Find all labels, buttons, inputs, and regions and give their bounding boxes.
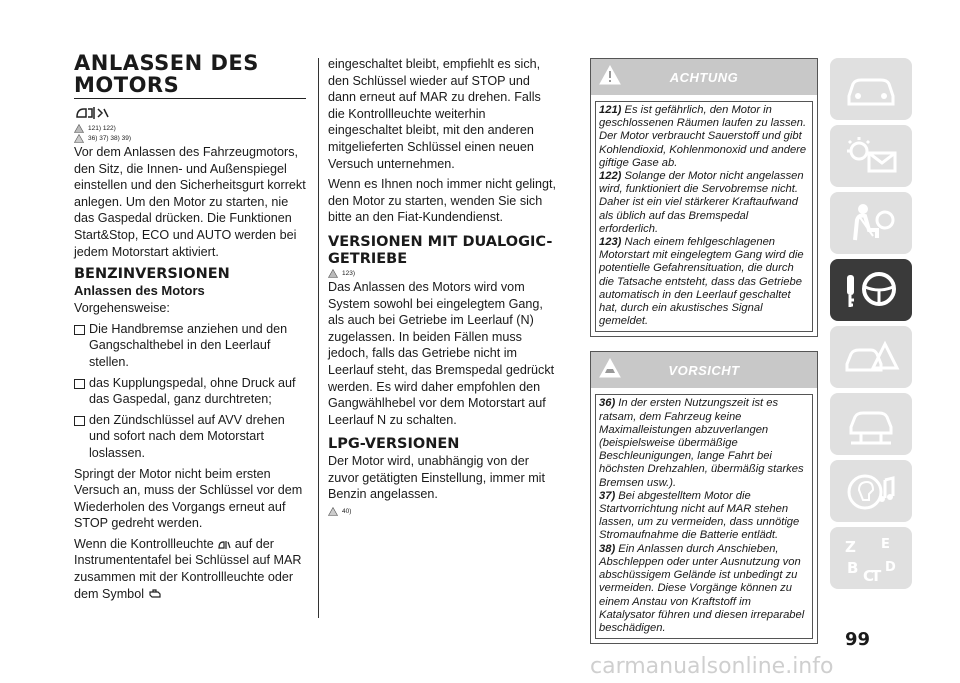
index-letter: E (881, 537, 890, 552)
achtung-item (599, 104, 809, 170)
achtung-num: 123) (599, 236, 622, 249)
refs-achtung[interactable]: 121) 122) (88, 125, 116, 132)
tab-index[interactable] (830, 527, 912, 589)
seatbelt-airbag-icon (841, 200, 901, 246)
achtung-text: Solange der Motor nicht angelassen wird, funktioniert die Servobremse nicht. Daher ist ein viel stärkerer Kraftaufwand als üblich auf das Bremspedal erforderlich. (599, 170, 804, 235)
alphabet-index-icon (841, 535, 901, 587)
intro-text: Vor dem Anlassen des Fahrzeugmotors, den Sitz, die Innen- und Außenspiegel einstellen und den Sicherheitsgurt korrekt anlegen. Um den Motor zu starten, nie das Gaspedal drücken. Die Funktionen Start&Stop, ECO und AUTO werden bei jedem Motorstart aktiviert. (74, 145, 306, 259)
vorsicht-text: Bei abgestelltem Motor die Startvorrichtung nicht auf MAR stehen lassen, um zu vermeiden, dass unnötige Stromaufnahme die Batterie entlädt. (599, 489, 800, 542)
multimedia-icon (841, 468, 901, 514)
index-letter: D (885, 560, 896, 575)
lights-envelope-icon (841, 133, 901, 179)
bullet-box-icon (74, 325, 85, 335)
warning-triangle-icon (599, 65, 621, 85)
wenn-text (74, 536, 306, 602)
column-left (74, 52, 306, 606)
vorsicht-item (599, 543, 809, 635)
vorsicht-body (595, 394, 813, 639)
warning-refs (328, 269, 560, 278)
title-block (74, 52, 306, 99)
warning-refs (74, 124, 306, 133)
col2-para-4: Der Motor wird, unabhängig von der zuvor getätigten Einstellung, immer mit Benzin angelassen. (328, 454, 545, 502)
column-divider (318, 58, 319, 618)
achtung-label: ACHTUNG (669, 69, 739, 85)
heading-lpg: LPG-VERSIONEN (328, 436, 460, 453)
achtung-item (599, 236, 809, 328)
list-item (74, 321, 306, 375)
car-lift-icon (841, 401, 901, 447)
page-number: 99 (845, 629, 871, 650)
vorsicht-item (599, 490, 809, 543)
col2-para-2: Wenn es Ihnen noch immer nicht gelingt, den Motor zu starten, wenden Sie sich bitte an den Fiat-Kundendienst. (328, 177, 556, 225)
list-item (74, 375, 306, 412)
column-middle (328, 56, 560, 517)
caution-refs (328, 507, 560, 516)
warning-triangle-icon (74, 124, 84, 133)
col2-para-1: eingeschaltet bleibt, empfiehlt es sich, den Schlüssel wieder auf STOP und dann erneut auf MAR zu drehen. Falls die Kontrollleuchte weiterhin eingeschaltet bleibt, mit den anderen mitgelieferten Schlüssel einen neuen Versuch unternehmen. (328, 57, 541, 171)
achtung-header (591, 59, 817, 95)
index-letter: C (863, 567, 875, 585)
car-icon (841, 66, 901, 112)
warning-triangle-icon (328, 269, 338, 278)
vorsicht-num: 37) (599, 489, 616, 502)
emergency-car-icon (841, 334, 901, 380)
bullet-box-icon (74, 379, 85, 389)
tab-emergency[interactable] (830, 326, 912, 388)
heading-anlassen: Anlassen des Motors (74, 283, 205, 299)
ref-123[interactable]: 123) (342, 269, 356, 277)
achtung-num: 121) (599, 104, 622, 116)
glow-plug-icon (217, 539, 231, 551)
vorsicht-text: In der ersten Nutzungszeit ist es ratsam, dem Fahrzeug keine Maximalleistungen abzuverlangen (beispielsweise übermäßige Beschleunigungen, lange Fahrt bei höchsten Drehzahlen, übermäßig starkes Bremsen usw.). (599, 397, 804, 489)
vorsicht-text: Ein Anlassen durch Anschieben, Abschleppen oder unter Ausnutzung von abschüssigem Gelände ist unbedingt zu vermeiden. Diese Vorgänge können zu einem Anstau von Kraftstoff im Katalysator führen und diesen irreparabel beschädigen. (599, 542, 805, 634)
ref-40[interactable]: 40) (342, 508, 352, 516)
tab-car-overview[interactable] (830, 58, 912, 120)
caution-car-icon (74, 134, 84, 143)
tab-safety[interactable] (830, 192, 912, 254)
column-right (590, 58, 818, 644)
heading-benzin: BENZINVERSIONEN (74, 266, 230, 283)
achtung-text: Es ist gefährlich, den Motor in geschlossenen Räumen laufen zu lassen. Der Motor verbraucht Sauerstoff und gibt Kohlendioxid, Kohlenmonoxid und andere giftige Gase ab. (599, 104, 807, 169)
list-item (74, 412, 306, 466)
vorsicht-num: 36) (599, 397, 616, 410)
achtung-item (599, 170, 809, 236)
tab-warning-lights[interactable] (830, 125, 912, 187)
page-title: ANLASSEN DES MOTORS (74, 51, 259, 97)
vorsicht-item (599, 397, 809, 489)
achtung-body (595, 101, 813, 332)
engine-icon (148, 588, 162, 600)
caution-car-icon (599, 358, 621, 378)
caution-car-icon (328, 507, 338, 516)
watermark: carmanualsonline.info (590, 654, 834, 679)
refs-vorsicht[interactable]: 36) 37) 38) 39) (88, 135, 131, 142)
vorsicht-label: VORSICHT (668, 362, 740, 378)
key-steering-wheel-icon (841, 267, 901, 313)
glow-plug-icon (74, 105, 306, 123)
vorsicht-num: 38) (599, 542, 616, 555)
wenn-text-part1: Wenn die Kontrollleuchte (74, 536, 214, 551)
wenn-text-part2: auf der Instrumententafel bei Schlüssel auf MAR zusammen mit der Kontrollleuchte oder dem Symbol (74, 536, 302, 601)
step-1: Die Handbremse anziehen und den Gangschalthebel in den Leerlauf stellen. (89, 321, 288, 369)
vorsicht-panel (590, 351, 818, 644)
achtung-num: 122) (599, 170, 622, 183)
index-letter: B (847, 559, 859, 577)
index-letter: T (871, 567, 882, 585)
heading-dualogic: VERSIONEN MIT DUALOGIC-GETRIEBE (328, 233, 553, 267)
vorgehen-text: Vorgehensweise: (74, 301, 170, 316)
vorsicht-header (591, 352, 817, 388)
tab-multimedia[interactable] (830, 460, 912, 522)
springt-text: Springt der Motor nicht beim ersten Versuch an, muss der Schlüssel vor dem Wiederholen des Vorgangs erneut auf STOP gedreht werden. (74, 466, 303, 531)
tab-starting-driving[interactable] (830, 259, 912, 321)
col2-para-3: Das Anlassen des Motors wird vom System sowohl bei eingelegtem Gang, als auch bei Getriebe im Leerlauf (N) zugelassen. In beiden Fällen muss jedoch, falls das Getriebe nicht im Leerlauf steht, das Bremspedal gedrückt werden. Es wird daher empfohlen den Gangwählhebel vor dem Motorstart auf Leerlauf N zu schalten. (328, 279, 555, 427)
achtung-text: Nach einem fehlgeschlagenen Motorstart mit eingelegtem Gang wird die potentielle Gefahrensituation, die durch die Tatsache entsteht, dass das Getriebe automatisch in den Leerlauf geschaltet hat, durch ein akustisches Signal gemeldet. (599, 236, 804, 328)
bullet-box-icon (74, 416, 85, 426)
achtung-panel (590, 58, 818, 337)
step-3: den Zündschlüssel auf AVV drehen und sofort nach dem Motorstart loslassen. (89, 412, 285, 460)
caution-refs (74, 134, 306, 143)
tab-maintenance[interactable] (830, 393, 912, 455)
index-letter: Z (845, 538, 856, 556)
step-2: das Kupplungspedal, ohne Druck auf das Gaspedal, ganz durchtreten; (89, 375, 296, 407)
